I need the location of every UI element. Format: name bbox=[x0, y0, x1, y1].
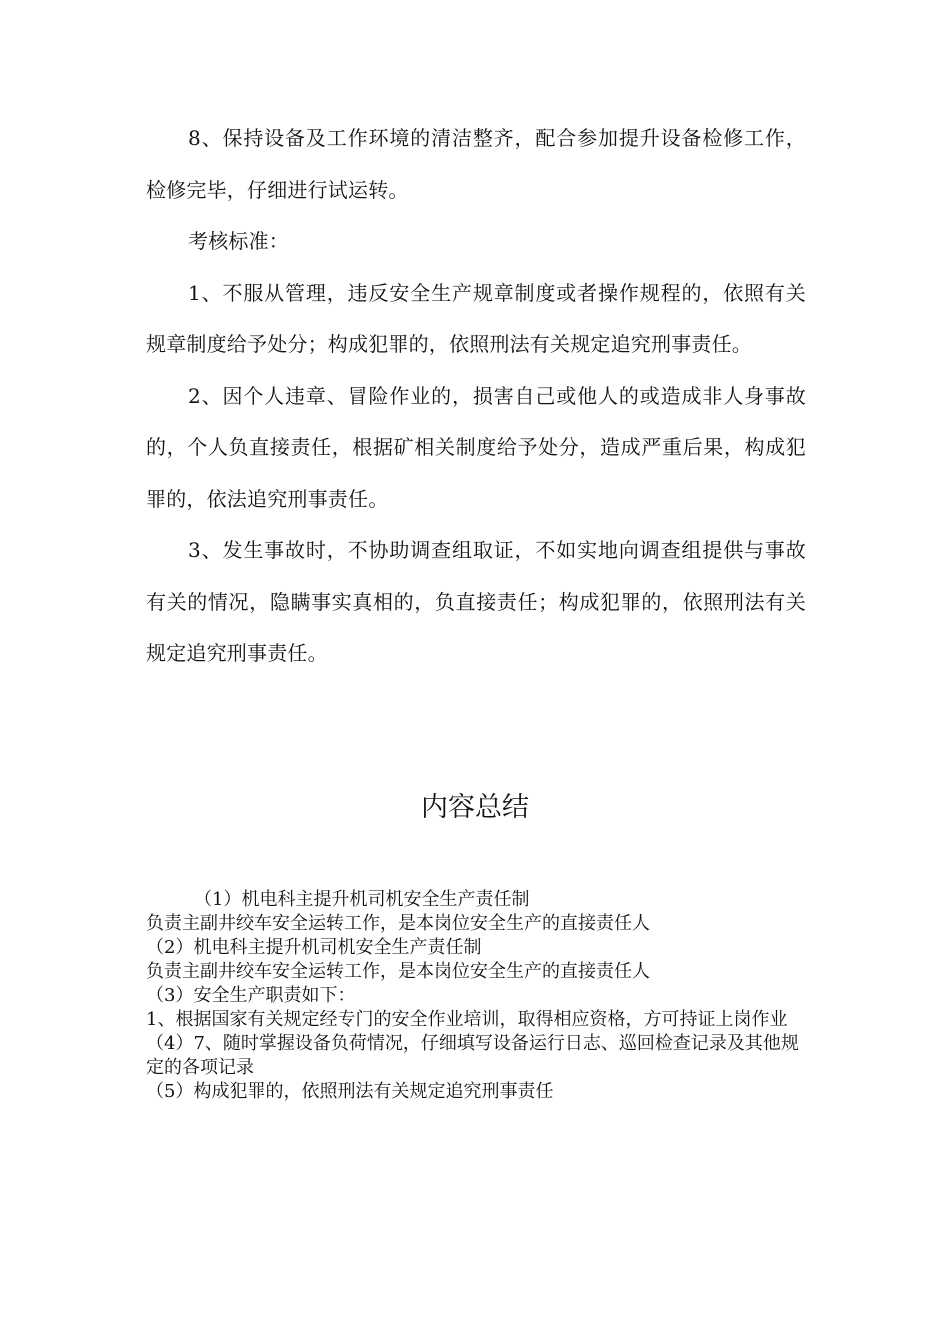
paragraph-item-8: 8、保持设备及工作环境的清洁整齐，配合参加提升设备检修工作，检修完毕，仔细进行试运转。 bbox=[146, 126, 806, 202]
assessment-rule-1: 1、不服从管理，违反安全生产规章制度或者操作规程的，依照有关规章制度给予处分；构成犯罪的，依照刑法有关规定追究刑事责任。 bbox=[146, 280, 806, 356]
summary-line: （1）机电科主提升机司机安全生产责任制 bbox=[194, 889, 530, 910]
summary-section bbox=[146, 888, 806, 1104]
summary-line: （3）安全生产职责如下： bbox=[146, 985, 356, 1006]
summary-line: 1、根据国家有关规定经专门的安全作业培训，取得相应资格，方可持证上岗作业 bbox=[146, 1009, 788, 1030]
assessment-rule-3: 3、发生事故时，不协助调查组取证，不如实地向调查组提供与事故有关的情况，隐瞒事实真相的，负直接责任；构成犯罪的，依照刑法有关规定追究刑事责任。 bbox=[146, 538, 806, 665]
summary-line: 负责主副井绞车安全运转工作，是本岗位安全生产的直接责任人 bbox=[146, 913, 650, 934]
assessment-heading: 考核标准： bbox=[188, 229, 289, 253]
summary-title: 内容总结 bbox=[421, 792, 529, 823]
assessment-rule-2: 2、因个人违章、冒险作业的，损害自己或他人的或造成非人身事故的，个人负直接责任，根据矿相关制度给予处分，造成严重后果，构成犯罪的，依法追究刑事责任。 bbox=[146, 383, 806, 511]
body-text bbox=[146, 113, 806, 680]
summary-line: （4）7、随时掌握设备负荷情况，仔细填写设备运行日志、巡回检查记录及其他规定的各项记录 bbox=[146, 1033, 799, 1078]
summary-line: 负责主副井绞车安全运转工作，是本岗位安全生产的直接责任人 bbox=[146, 961, 650, 982]
summary-line: （2）机电科主提升机司机安全生产责任制 bbox=[146, 937, 482, 958]
summary-line: （5）构成犯罪的，依照刑法有关规定追究刑事责任 bbox=[146, 1081, 554, 1102]
